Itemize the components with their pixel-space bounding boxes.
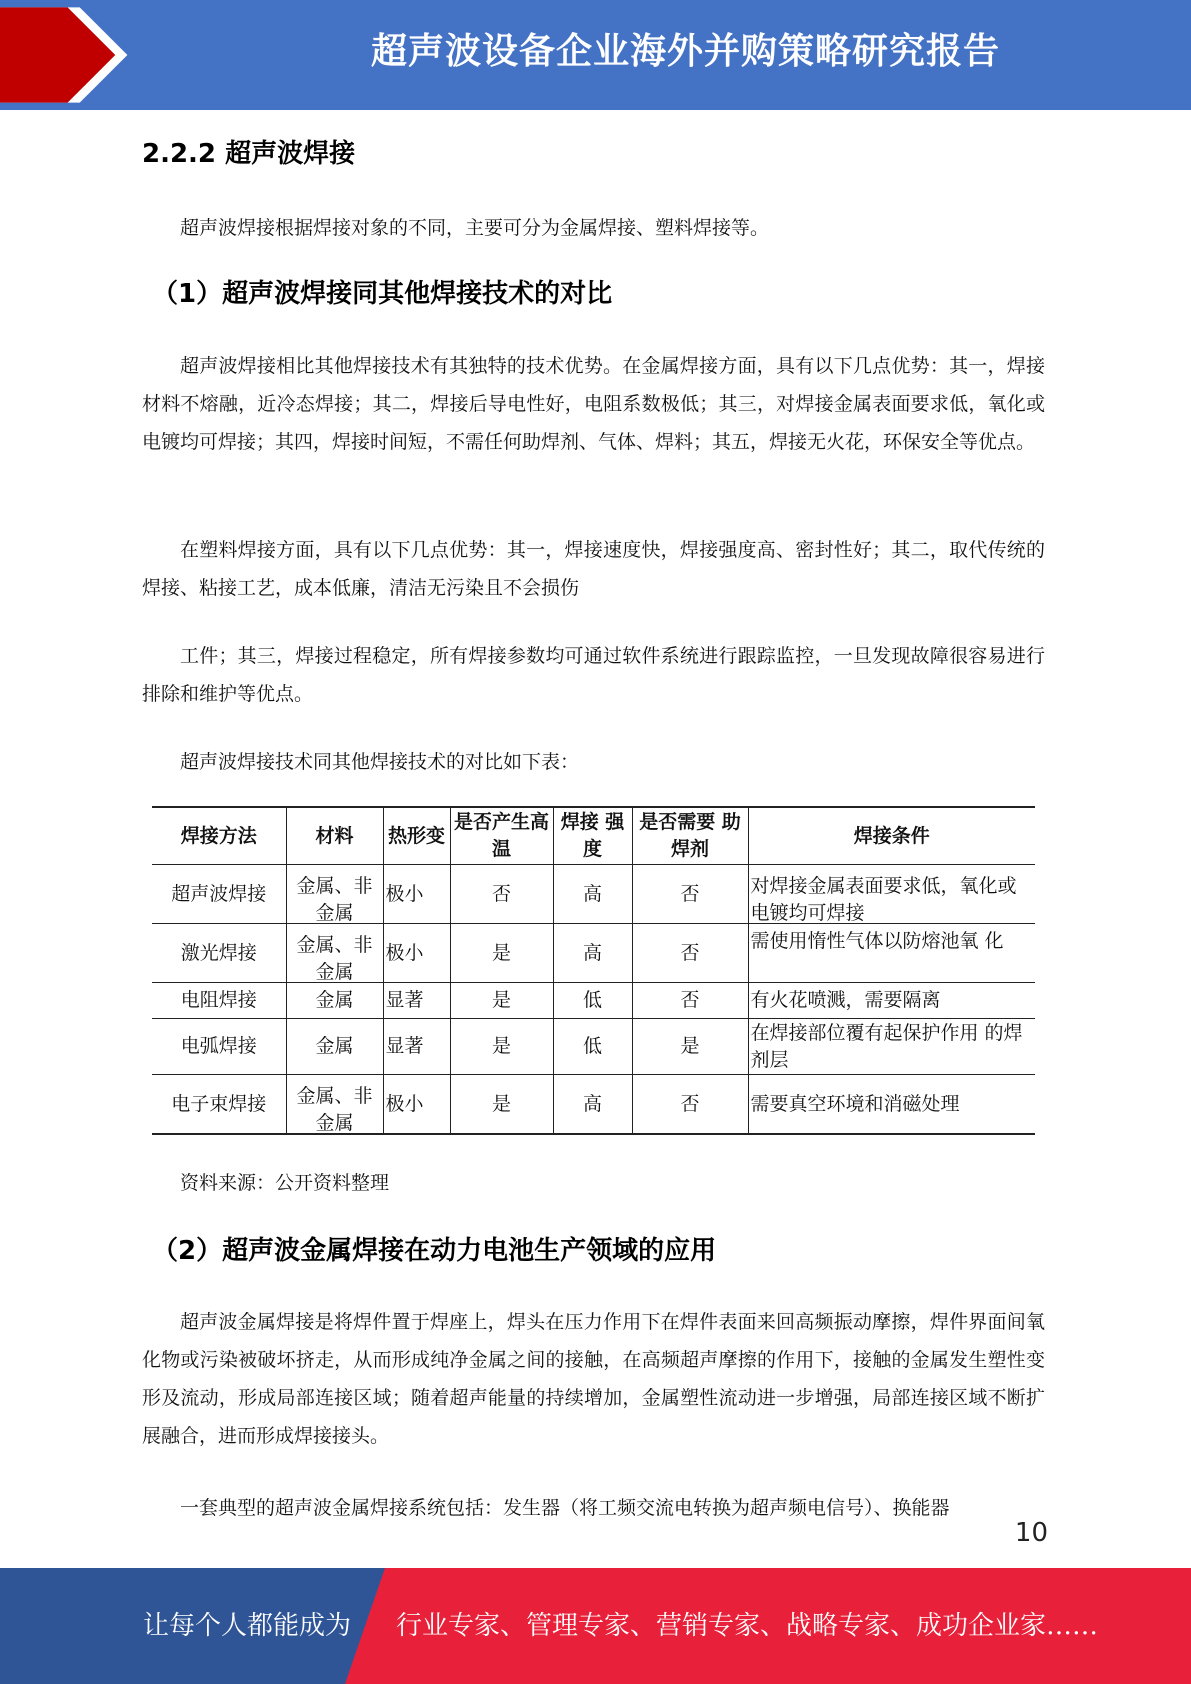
table-cell: 金属、非金属 xyxy=(296,934,373,982)
col-header-conditions: 焊接条件 xyxy=(748,807,1035,865)
table-cell: 激光焊接 xyxy=(152,924,286,983)
table-cell: 高 xyxy=(553,865,632,924)
table-cell: 极小 xyxy=(383,924,450,983)
page-number: 10 xyxy=(1014,1518,1048,1548)
table-cell: 否 xyxy=(632,865,748,924)
table-cell: 极小 xyxy=(383,865,450,924)
table-source: 资料来源：公开资料整理 xyxy=(180,1172,390,1194)
table-cell: 是 xyxy=(450,1075,553,1135)
paragraph-welding-system: 一套典型的超声波金属焊接系统包括：发生器（将工频交流电转换为超声频电信号）、换能器 xyxy=(180,1497,950,1519)
table-cell: 是 xyxy=(450,924,553,983)
table-row xyxy=(152,1019,1035,1075)
table-cell: 是 xyxy=(450,1019,553,1075)
paragraph-plastic-advantages-cont: 工件；其三，焊接过程稳定，所有焊接参数均可通过软件系统进行跟踪监控，一旦发现故障很容易进行排除和维护等优点。 xyxy=(142,645,1045,705)
table-cell: 电子束焊接 xyxy=(152,1075,286,1135)
paragraph-plastic-advantages: 在塑料焊接方面，具有以下几点优势：其一，焊接速度快，焊接强度高、密封性好；其二，取代传统的焊接、粘接工艺，成本低廉，清洁无污染且不会损伤 xyxy=(142,539,1045,599)
table-row xyxy=(152,865,1035,924)
table-row xyxy=(152,924,1035,983)
table-cell: 有火花喷溅，需要隔离 xyxy=(748,983,1035,1019)
section-intro: 超声波焊接根据焊接对象的不同，主要可分为金属焊接、塑料焊接等。 xyxy=(180,217,770,239)
table-cell: 金属、非金属 xyxy=(296,1085,373,1133)
page-header xyxy=(0,0,1191,110)
table-cell: 显著 xyxy=(383,1019,450,1075)
paragraph-metal-advantages: 超声波焊接相比其他焊接技术有其独特的技术优势。在金属焊接方面，具有以下几点优势：其一，焊接材料不熔融，近冷态焊接；其二，焊接后导电性好，电阻系数极低；其三，对焊接金属表面要求低，氧化或电镀均可焊接；其四，焊接时间短，不需任何助焊剂、气体、焊料；其五，焊接无火花，环保安全等优点。 xyxy=(142,355,1045,453)
table-cell: 高 xyxy=(553,1075,632,1135)
header-chevron-decoration xyxy=(0,0,130,110)
table-cell: 极小 xyxy=(383,1075,450,1135)
table-header-row xyxy=(152,807,1035,865)
table-cell: 是 xyxy=(632,1019,748,1075)
col-header-method: 焊接方法 xyxy=(152,807,286,865)
table-cell: 金属 xyxy=(286,983,383,1019)
table-cell: 超声波焊接 xyxy=(152,865,286,924)
col-header-strength: 焊接 强度 xyxy=(553,807,632,865)
table-cell: 否 xyxy=(632,1075,748,1135)
table-cell: 显著 xyxy=(383,983,450,1019)
col-header-material: 材料 xyxy=(286,807,383,865)
table-cell: 电弧焊接 xyxy=(152,1019,286,1075)
table-cell: 需使用惰性气体以防熔池氧 化 xyxy=(748,924,1035,983)
table-cell: 否 xyxy=(450,865,553,924)
table-cell: 否 xyxy=(632,924,748,983)
table-cell: 否 xyxy=(632,983,748,1019)
table-cell: 是 xyxy=(450,983,553,1019)
col-header-thermal-deformation: 热形变 xyxy=(383,807,450,865)
table-cell: 金属 xyxy=(286,1019,383,1075)
subsection-heading-1: （1）超声波焊接同其他焊接技术的对比 xyxy=(152,279,613,309)
report-title: 超声波设备企业海外并购策略研究报告 xyxy=(370,31,1000,72)
page-footer xyxy=(0,1568,1191,1684)
table-cell: 需要真空环境和消磁处理 xyxy=(748,1075,1035,1135)
table-row xyxy=(152,1075,1035,1135)
table-row xyxy=(152,983,1035,1019)
subsection-heading-2: （2）超声波金属焊接在动力电池生产领域的应用 xyxy=(152,1236,717,1266)
col-header-high-temp: 是否产生高温 xyxy=(450,807,553,865)
table-cell: 在焊接部位覆有起保护作用 的焊剂层 xyxy=(748,1019,1035,1075)
table-cell: 高 xyxy=(553,924,632,983)
table-cell: 金属、非金属 xyxy=(296,875,373,923)
col-header-flux: 是否需要 助焊剂 xyxy=(632,807,748,865)
table-cell: 低 xyxy=(553,983,632,1019)
table-cell: 电阻焊接 xyxy=(152,983,286,1019)
welding-comparison-table xyxy=(152,806,1035,1135)
table-cell: 对焊接金属表面要求低，氧化或电镀均可焊接 xyxy=(750,875,1017,923)
section-heading: 2.2.2 超声波焊接 xyxy=(142,139,356,169)
footer-slogan-left: 让每个人都能成为 xyxy=(143,1611,352,1641)
paragraph-metal-welding-process: 超声波金属焊接是将焊件置于焊座上，焊头在压力作用下在焊件表面来回高频振动摩擦，焊件界面间氧化物或污染被破坏挤走，从而形成纯净金属之间的接触，在高频超声摩擦的作用下，接触的金属发生塑性变形及流动，形成局部连接区域；随着超声能量的持续增加，金属塑性流动进一步增强，局部连接区域不断扩展融合，进而形成焊接接头。 xyxy=(142,1311,1045,1447)
table-cell: 低 xyxy=(553,1019,632,1075)
table-intro: 超声波焊接技术同其他焊接技术的对比如下表： xyxy=(180,751,580,773)
footer-slogan-right: 行业专家、管理专家、营销专家、战略专家、成功企业家…… xyxy=(396,1611,1099,1641)
